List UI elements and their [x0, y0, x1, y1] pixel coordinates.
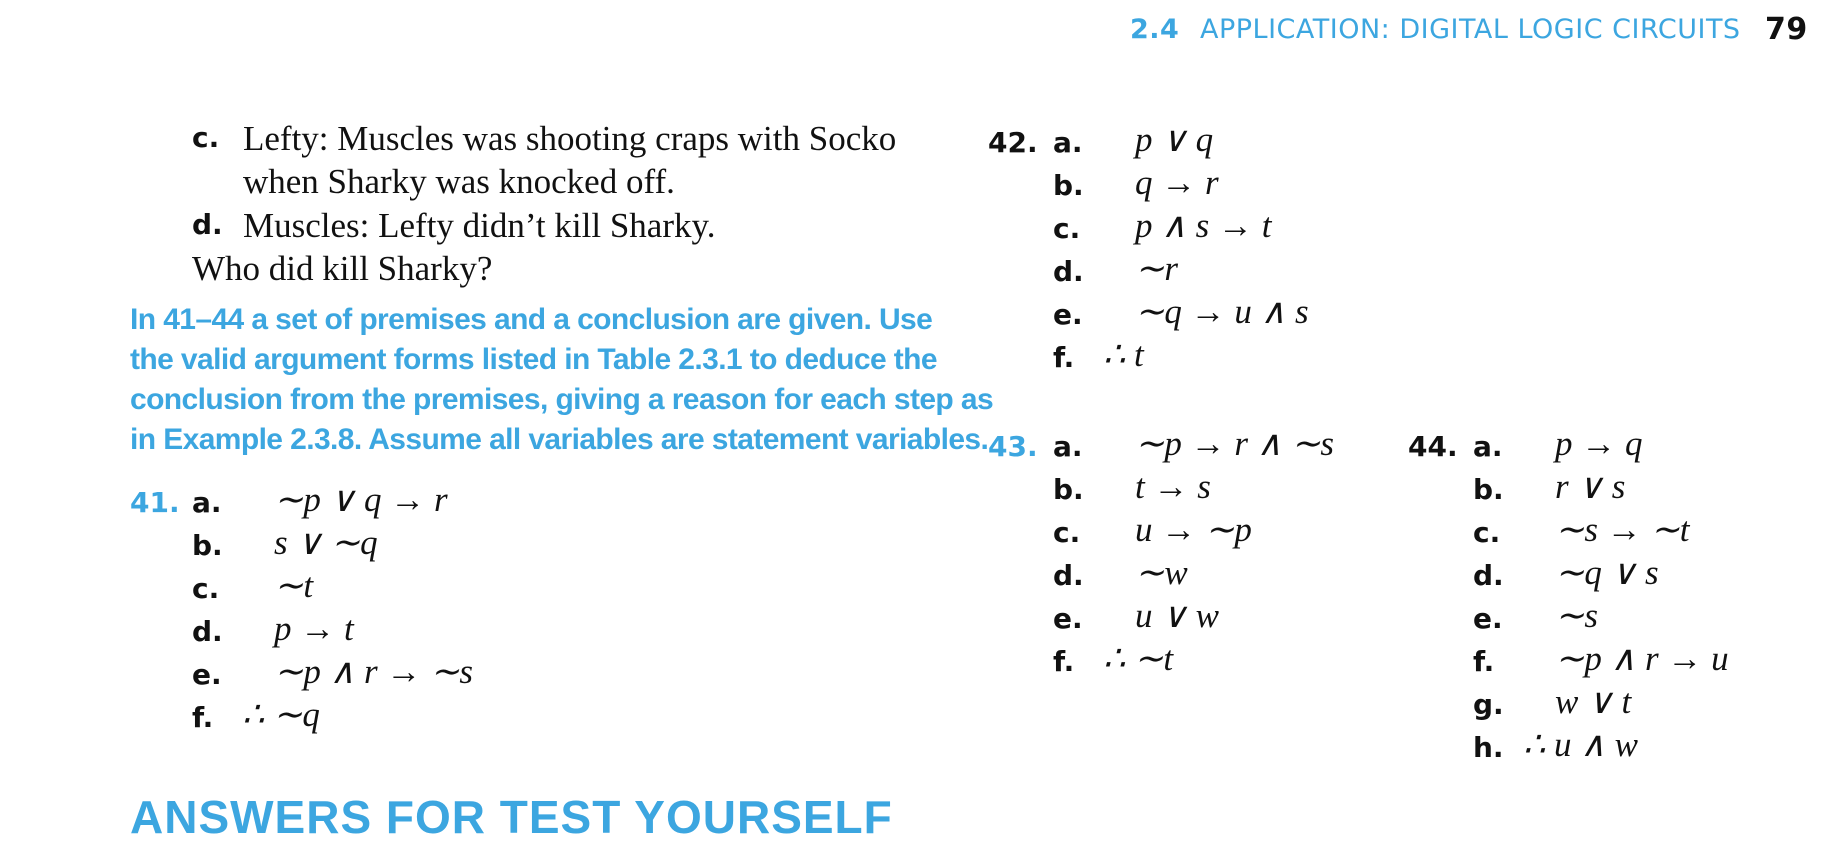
premise-row: c. p ∧ s → t [1053, 206, 1272, 245]
conclusion-row: h. ∴ u ∧ w [1473, 725, 1638, 764]
prev-item-text: Muscles: Lefty didn’t kill Sharky. [243, 206, 716, 245]
problem-number-41: 41. [130, 486, 180, 519]
problem-number-44: 44. [1408, 430, 1458, 463]
premise-row: b. r ∨ s [1473, 467, 1626, 506]
problem-number-42: 42. [988, 126, 1038, 159]
problem-44 [1473, 424, 1793, 768]
section-number: 2.4 [1130, 14, 1180, 45]
premise-row: a. ∼p ∨ q → r [192, 480, 448, 519]
premise-row: e. ∼p ∧ r → ∼s [192, 652, 474, 691]
premise-row: c. u → ∼p [1053, 510, 1252, 549]
conclusion-row: f. ∴ t [1053, 335, 1144, 374]
conclusion-row: f. ∴ ∼q [192, 695, 320, 734]
prev-item-label: c. [192, 121, 220, 154]
prev-item-label: d. [192, 208, 223, 241]
premise-row: a. ∼p → r ∧ ∼s [1053, 424, 1335, 463]
premise-row: c. ∼t [192, 566, 314, 605]
premise-row: f. ∼p ∧ r → u [1473, 639, 1729, 678]
premise-row: d. ∼r [1053, 249, 1178, 288]
premise-row: a. p ∨ q [1053, 120, 1214, 159]
problem-42 [1053, 120, 1353, 378]
problem-number-43: 43. [988, 430, 1038, 463]
premise-row: e. ∼q → u ∧ s [1053, 292, 1309, 331]
premise-row: d. p → t [192, 609, 354, 648]
premise-row: e. ∼s [1473, 596, 1598, 635]
premise-row: d. ∼q ∨ s [1473, 553, 1659, 592]
problem-43 [1053, 424, 1353, 682]
question-text: Who did kill Sharky? [192, 249, 493, 288]
premise-row: b. s ∨ ∼q [192, 523, 378, 562]
premise-row: g. w ∨ t [1473, 682, 1632, 721]
prev-item-text: Lefty: Muscles was shooting craps with Socko when Sharky was knocked off. [243, 119, 897, 201]
premise-row: b. q → r [1053, 163, 1219, 202]
premise-row: c. ∼s → ∼t [1473, 510, 1690, 549]
premise-row: d. ∼w [1053, 553, 1188, 592]
premise-row: a. p → q [1473, 424, 1643, 463]
exercise-instructions: In 41–44 a set of premises and a conclusion are given. Use the valid argument forms listed in Table 2.3.1 to deduce the conclusion from the premises, giving a reason for each step as in Example 2.3.8. Assume all variables are statement variables. [130, 303, 994, 456]
problem-41 [192, 480, 492, 738]
premise-row: e. u ∨ w [1053, 596, 1219, 635]
premise-row: b. t → s [1053, 467, 1211, 506]
section-title: APPLICATION: DIGITAL LOGIC CIRCUITS [1200, 14, 1741, 45]
next-section-heading: ANSWERS FOR TEST YOURSELF [130, 791, 893, 843]
page-number: 79 [1765, 12, 1808, 47]
conclusion-row: f. ∴ ∼t [1053, 639, 1174, 678]
